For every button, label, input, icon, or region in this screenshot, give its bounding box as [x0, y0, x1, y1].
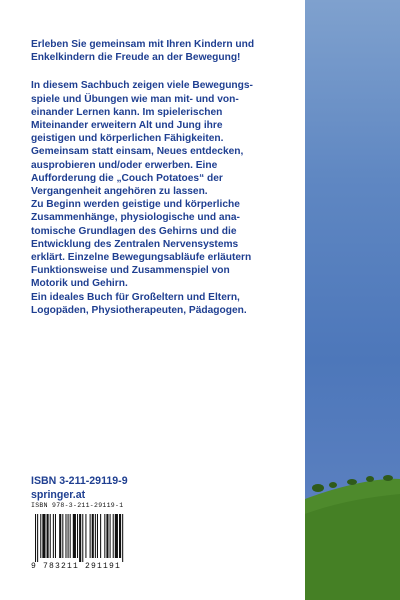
body-line: spiele und Übungen wie man mit- und von-	[31, 93, 239, 105]
isbn-block	[31, 474, 128, 502]
body-line: Logopäden, Physiotherapeuten, Pädagogen.	[31, 304, 247, 316]
body-line: ausprobieren und/oder erwerben. Eine	[31, 159, 218, 171]
body-line: einander Lernen kann. Im spielerischen	[31, 106, 223, 118]
body-line: Zu Beginn werden geistige und körperliche	[31, 199, 240, 211]
barcode	[31, 502, 159, 574]
body-line: Motorik und Gehirn.	[31, 278, 128, 290]
body-line: Gemeinsam statt einsam, Neues entdecken,	[31, 146, 244, 158]
body-line: erklärt. Einzelne Bewegungsabläufe erläutern	[31, 252, 252, 264]
publisher-link[interactable]: springer.at	[31, 489, 86, 501]
body-line: In diesem Sachbuch zeigen viele Bewegungs-	[31, 80, 253, 92]
body-line: Entwicklung des Zentralen Nervensystems	[31, 238, 239, 250]
blurb-body	[31, 79, 293, 317]
blurb-intro	[31, 38, 293, 64]
body-line: Zusammenhänge, physiologische und ana-	[31, 212, 240, 224]
body-line: Miteinander erweitern Alt und Jung ihre	[31, 120, 223, 132]
body-line: Funktionsweise und Zusammenspiel von	[31, 265, 230, 277]
body-line: Vergangenheit angehören zu lassen.	[31, 186, 208, 198]
back-cover-blurb	[31, 38, 293, 317]
intro-line: Erleben Sie gemeinsam mit Ihren Kindern und	[31, 39, 255, 50]
barcode-bars	[33, 514, 157, 562]
barcode-isbn13: ISBN 978-3-211-29119-1	[31, 502, 124, 509]
body-line: tomische Grundlagen des Gehirns und die	[31, 225, 237, 237]
body-line: Ein ideales Buch für Großeltern und Eltern,	[31, 291, 240, 303]
body-line: Aufforderung die „Couch Potatoes“ der	[31, 172, 223, 184]
body-line: geistigen und körperlichen Fähigkeiten.	[31, 133, 224, 145]
isbn-label: ISBN 3-211-29119-9	[31, 475, 128, 487]
intro-line: Enkelkindern die Freude an der Bewegung!	[31, 52, 241, 64]
barcode-digits: 9 783211 291191	[31, 562, 122, 571]
